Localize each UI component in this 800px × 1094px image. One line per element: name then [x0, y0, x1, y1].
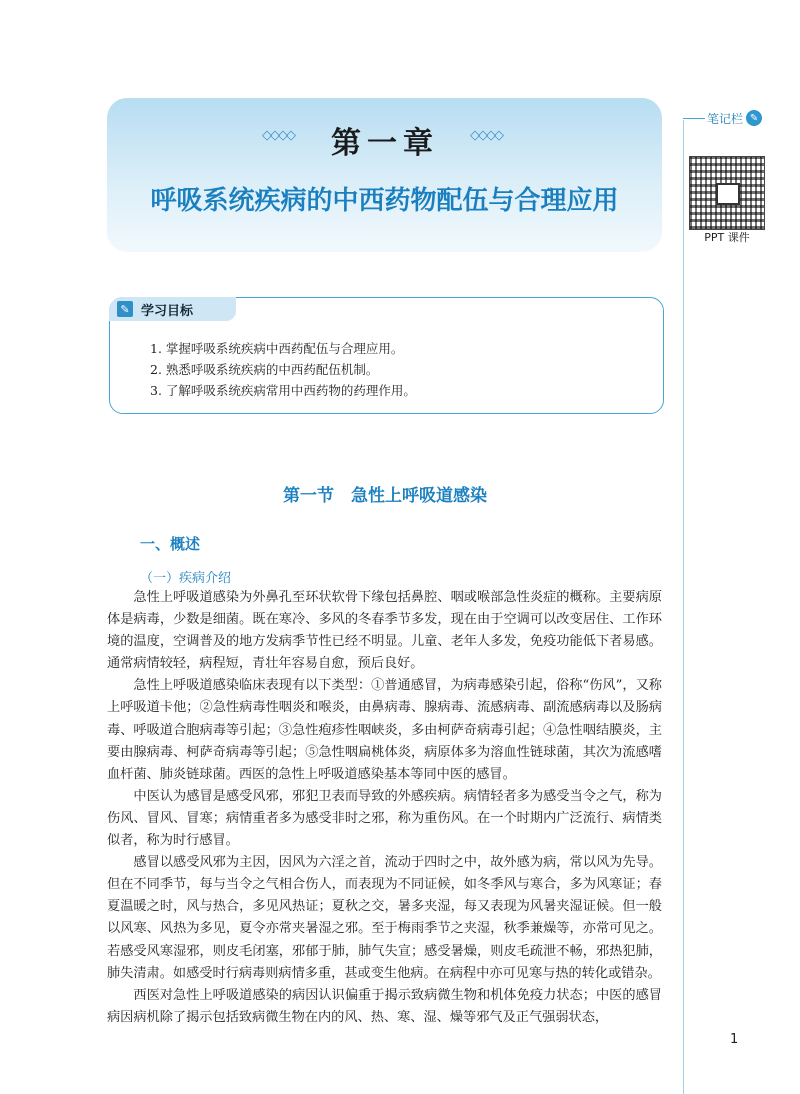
objective-item: 2. 熟悉呼吸系统疾病的中西药配伍机制。	[150, 362, 379, 377]
paragraph: 西医对急性上呼吸道感染的病因认识偏重于揭示致病微生物和机体免疫力状态；中医的感冒病因病机除了揭示包括致病微生物在内的风、热、寒、湿、燥等邪气及正气强弱状态，	[107, 987, 662, 1025]
objective-item: 3. 了解呼吸系统疾病常用中西药物的药理作用。	[150, 383, 416, 398]
page-number: 1	[730, 1032, 739, 1047]
paragraph: 感冒以感受风邪为主因，因风为六淫之首，流动于四时之中，故外感为病，常以风为先导。但在不同季节，每与当令之气相合伤人，而表现为不同证候，如冬季风与寒合，多为风寒证；春夏温暖之时，风与热合，多见风热证；夏秋之交，暑多夹湿，每又表现为风暑夹湿证候。但一般以风寒、风热为多见，夏令亦常夹暑湿之邪。至于梅雨季节之夹湿，秋季兼燥等，亦常可见之。若感受风寒湿邪，则皮毛闭塞，邪郁于肺，肺气失宣；感受暑燥，则皮毛疏泄不畅，邪热犯肺，肺失清肃。如感受时行病毒则病情多重，甚或变生他病。在病程中亦可见寒与热的转化或错杂。	[107, 855, 662, 981]
paragraph: 中医认为感冒是感受风邪，邪犯卫表而导致的外感疾病。病情轻者多为感受当令之气，称为伤风、冒风、冒寒；病情重者多为感受非时之邪，称为重伤风。在一个时期内广泛流行、病情类似者，称为时行感冒。	[107, 788, 662, 849]
pen-icon: ✎	[746, 110, 762, 126]
objective-item: 1. 掌握呼吸系统疾病中西药配伍与合理应用。	[150, 341, 404, 356]
notes-margin-line	[683, 120, 684, 1094]
learning-objectives-title: 学习目标	[141, 303, 194, 319]
learning-objectives-tab	[109, 297, 236, 321]
section-title: 第一节 急性上呼吸道感染	[283, 486, 487, 506]
notes-label-text: 笔记栏	[707, 111, 744, 126]
heading-disease-intro: （一）疾病介绍	[140, 571, 232, 586]
diamond-ornament-right: ◇◇◇◇	[470, 128, 502, 143]
heading-overview: 一、概述	[140, 535, 201, 553]
chapter-title: 呼吸系统疾病的中西药物配伍与合理应用	[150, 186, 619, 216]
chapter-number: 第一章	[331, 126, 439, 161]
body-text	[107, 587, 662, 1029]
pencil-icon: ✎	[117, 301, 133, 317]
paragraph: 急性上呼吸道感染为外鼻孔至环状软骨下缘包括鼻腔、咽或喉部急性炎症的概称。主要病原体是病毒，少数是细菌。既在寒冷、多风的冬春季节多发，现在由于空调可以改变居住、工作环境的温度，空调普及的地方发病季节性已经不明显。儿童、老年人多发，免疫功能低下者易感。通常病情较轻，病程短，青壮年容易自愈，预后良好。	[107, 590, 662, 672]
learning-objectives-list	[150, 338, 416, 401]
ppt-qr-code[interactable]	[689, 156, 765, 230]
paragraph: 急性上呼吸道感染临床表现有以下类型：①普通感冒，为病毒感染引起，俗称“伤风”，又称上呼吸道卡他；②急性病毒性咽炎和喉炎，由鼻病毒、腺病毒、流感病毒、副流感病毒以及肠病毒、呼吸道合胞病毒等引起；③急性疱疹性咽峡炎，多由柯萨奇病毒引起；④急性咽结膜炎，主要由腺病毒、柯萨奇病毒等引起；⑤急性咽扁桃体炎，病原体多为溶血性链球菌，其次为流感嗜血杆菌、肺炎链球菌。西医的急性上呼吸道感染基本等同中医的感冒。	[107, 678, 662, 782]
ppt-courseware-label: PPT 课件	[704, 231, 750, 244]
diamond-ornament-left: ◇◇◇◇	[262, 128, 294, 143]
